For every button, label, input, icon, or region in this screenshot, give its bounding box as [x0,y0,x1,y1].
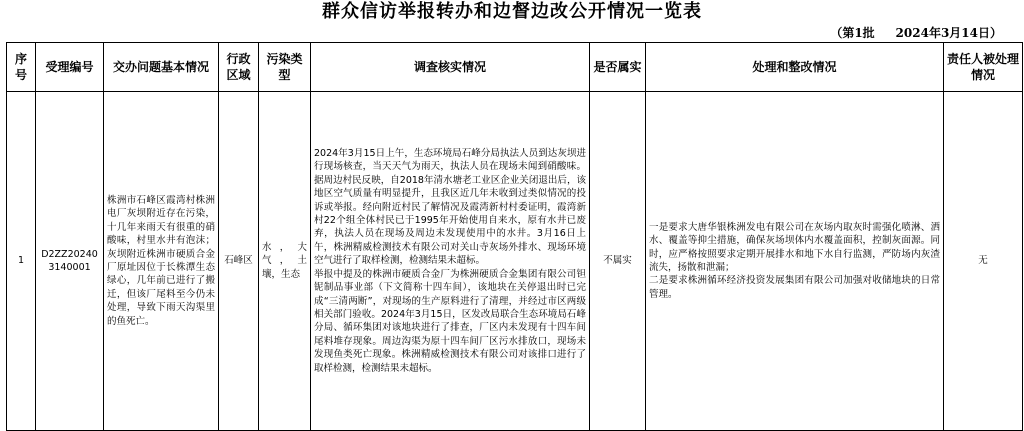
cell-handling [646,92,944,431]
header-region: 行政区域 [219,43,259,92]
header-issue: 交办问题基本情况 [104,43,219,92]
header-investigation: 调查核实情况 [311,43,590,92]
header-seq: 序号 [7,43,36,92]
table-header-row [7,43,1023,92]
cell-region: 石峰区 [219,92,259,431]
cell-issue: 株洲市石峰区霞湾村株洲电厂灰坝附近存在污染，十几年来雨天有很重的硝酸味，村里水井有泡沫；灰坝附近株洲市硬质合金厂原址因位于长株潭生态绿心，几年前已进行了搬迁，但该厂尾料至今仍未处理，导致下雨天沟渠里的鱼死亡。 [104,92,219,431]
handling-paragraph-1: 一是要求大唐华银株洲发电有限公司在灰场内取灰时需强化喷淋、洒水、覆盖等抑尘措施，确保灰场坝体内水覆盖面积，控制灰面源。同时，应严格按照要求定期开展排水和地下水自行监测，严防场内灰渣流失，扬散和泄漏； [649,221,940,273]
cell-seq: 1 [7,92,36,431]
page-title: 群众信访举报转办和边督边改公开情况一览表 [322,1,702,22]
cell-accountability: 无 [944,92,1023,431]
handling-paragraph-2: 二是要求株洲循环经济投资发展集团有限公司加强对收储地块的日常管理。 [649,275,940,300]
header-pollution: 污染类型 [259,43,311,92]
table-row [7,92,1023,431]
cell-verified: 不属实 [590,92,646,431]
header-handling: 处理和整改情况 [646,43,944,92]
cell-pollution: 水，大气，土壤，生态 [259,92,311,431]
batch-date: （第1批 2024年3月14日） [830,26,1002,40]
header-verified: 是否属实 [590,43,646,92]
investigation-paragraph-1: 2024年3月15日上午，生态环境局石峰分局执法人员到达灰坝进行现场核查，当天天气为雨天，执法人员在现场未闻到硝酸味。据周边村民反映，自2018年清水塘老工业区企业关闭退出后，该地区空气质量有明显提升，且我区近几年未收到过类似情况的投诉或举报。经向附近村民了解情况及霞湾新村村委证明，霞湾新村22个组全体村民已于1995年开始使用自来水，原有水井已废弃，执法人员在现场及周边未发现使用中的水井。3月16日上午，株洲精威检测技术有限公司对关山寺灰场外排水、现场环境空气进行了取样检测，检测结果未超标。 [314,148,586,267]
header-accountability: 责任人被处理情况 [944,43,1023,92]
cell-case-no: D2ZZ202403140001 [36,92,104,431]
investigation-paragraph-2: 举报中提及的株洲市硬质合金厂为株洲硬质合金集团有限公司钽铌制品事业部（下文简称十四车间），该地块在关停退出时已完成“三清两断”，对现场的生产原料进行了清理，并经过市区两级相关部门验收。2024年3月15日，区发改局联合生态环境局石峰分局、循环集团对该地块进行了排查，厂区内未发现有十四车间尾料堆存现象。周边沟渠为原十四车间厂区污水排放口，现场未发现鱼类死亡现象。株洲精威检测技术有限公司对该排口进行了取样检测，检测结果未超标。 [314,268,586,374]
cell-investigation [311,92,590,431]
petition-table [6,42,1023,431]
header-case-no: 受理编号 [36,43,104,92]
